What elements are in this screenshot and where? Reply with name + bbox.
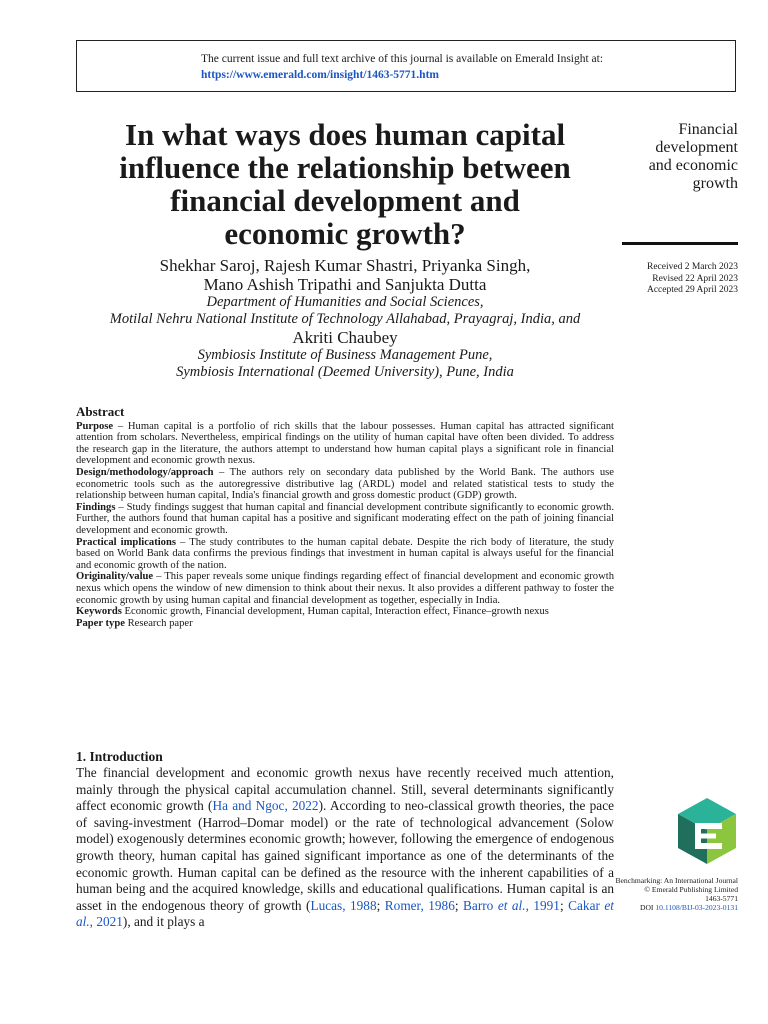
journal-notice-box <box>76 40 736 92</box>
paper-title <box>72 118 618 250</box>
affiliation: Motilal Nehru National Institute of Technology Allahabad, Prayagraj, India, and <box>109 311 581 327</box>
journal-archive-link[interactable]: https://www.emerald.com/insight/1463-5771.htm <box>201 69 439 81</box>
introduction-paragraph <box>76 765 614 931</box>
purpose-label: Purpose <box>76 420 114 432</box>
keywords-text: Economic growth, Financial development, Human capital, Interaction effect, Finance–growth nexus <box>121 606 549 618</box>
abstract-design <box>76 467 614 502</box>
received-date: Received 2 March 2023 <box>646 262 738 272</box>
affiliation: Symbiosis Institute of Business Management Pune, <box>197 347 493 363</box>
paper-type-label: Paper type <box>76 617 125 629</box>
running-title <box>600 121 738 193</box>
abstract-findings <box>76 502 614 537</box>
citation-author: Cakar <box>568 897 605 913</box>
citation-link[interactable] <box>463 898 560 913</box>
author-block <box>60 256 630 381</box>
revised-date: Revised 22 April 2023 <box>652 273 738 284</box>
citation-link[interactable]: Ha and Ngoc, 2022 <box>212 798 319 814</box>
publisher: © Emerald Publishing Limited <box>644 885 738 894</box>
intro-text: ), and it plays a <box>122 914 205 930</box>
author-names: Mano Ashish Tripathi and Sanjukta Dutta <box>203 275 487 294</box>
intro-text: ). According to neo-classical growth theories, the pace of saving-investment (Harrod–Domar model) or the rate of technological advancement (Solow model) exogenously determines economic growth; however, following the emergence of endogenous growth theory, human capital has gained significant importance as one of the determinants of the economic growth. Human capital can be defined as the resource with the inherent capabilities of a human being and the acquired knowledge, skills and educational qualifications. Human capital is an asset in the endogenous theory of growth ( <box>76 798 614 913</box>
abstract-practical <box>76 537 614 572</box>
abstract-originality <box>76 571 614 606</box>
separator: ; <box>559 897 569 913</box>
notice-text: The current issue and full text archive of this journal is available on Emerald Insight at: <box>201 53 604 65</box>
running-title-line: and economic <box>648 157 738 174</box>
citation-author: Barro <box>463 897 498 913</box>
doi-line <box>600 903 738 912</box>
running-title-line: development <box>655 139 738 156</box>
intro-text: The financial development and economic growth nexus have recently received much attention, mainly through the physical capital accumulation channel. Still, several determinants significantly affect economic growth ( <box>76 765 614 814</box>
side-divider <box>622 242 738 245</box>
paper-type <box>76 618 614 630</box>
journal-info <box>600 876 738 912</box>
title-line: economic growth? <box>224 216 466 251</box>
doi-link[interactable]: 10.1108/BIJ-03-2023-0131 <box>655 903 738 912</box>
author-names: Akriti Chaubey <box>292 328 398 347</box>
originality-label: Originality/value <box>76 571 154 583</box>
keywords-label: Keywords <box>76 606 122 618</box>
accepted-date: Accepted 29 April 2023 <box>646 285 738 295</box>
design-label: Design/methodology/approach <box>76 466 214 478</box>
affiliation: Department of Humanities and Social Sciences, <box>206 294 484 310</box>
keywords <box>76 606 614 618</box>
citation-etal: et al. <box>76 897 614 930</box>
doi-label: DOI <box>639 903 656 912</box>
emerald-logo-icon <box>676 796 738 866</box>
abstract-heading: Abstract <box>76 404 125 419</box>
title-line: In what ways does human capital <box>124 117 566 152</box>
introduction-section <box>76 749 614 931</box>
abstract-section <box>76 406 614 629</box>
affiliation: Symbiosis International (Deemed University), Pune, India <box>176 364 514 380</box>
running-title-line: Financial <box>678 121 738 138</box>
citation-year: , 1991 <box>525 897 560 913</box>
citation-year: , 2021 <box>89 914 123 930</box>
purpose-text: – Human capital is a portfolio of rich skills that the labour possesses. Human capital has attracted significant attention from scholars. Nevertheless, empirical findings on the utility of human capital have often been divided. To address the research gap in the literature, the authors attempt to understand how human capital plays a significant role in financial development and economic growth nexus. <box>76 420 614 467</box>
issn: 1463-5771 <box>705 894 738 903</box>
citation-etal: et al. <box>497 897 526 913</box>
journal-name: Benchmarking: An International Journal <box>615 876 738 885</box>
findings-text: – Study findings suggest that human capital and financial development contribute significantly to economic growth. Further, the authors found that human capital has a positive and significant moderating effect on the path of joining financial development and economic growth. <box>76 501 614 536</box>
design-text: – The authors rely on secondary data published by the World Bank. The authors use econometric tools such as the autoregressive distributive lag (ARDL) model and related statistical tests to study the relationship between human capital, India's financial growth and gross domestic product (GDP) growth. <box>76 466 614 502</box>
title-line: financial development and <box>170 183 520 218</box>
introduction-heading: 1. Introduction <box>76 749 163 764</box>
separator: ; <box>454 897 464 913</box>
abstract-purpose <box>76 421 614 467</box>
findings-label: Findings <box>76 501 116 513</box>
originality-text: – This paper reveals some unique findings regarding effect of financial development and economic growth nexus which opens the window of new dimension to think about their nexus. It also provides a different pathway to foster the economic growth by using human capital and financial development as together, especially in India. <box>76 571 614 606</box>
title-line: influence the relationship between <box>119 150 571 185</box>
citation-link[interactable]: Lucas, 1988 <box>310 897 377 913</box>
practical-text: – The study contributes to the human capital debate. Despite the rich body of literature, the study based on World Bank data confirms the previous findings that investment in human capital is always useful for the financial and economic growth of the nation. <box>76 536 615 571</box>
author-names: Shekhar Saroj, Rajesh Kumar Shastri, Priyanka Singh, <box>159 256 531 275</box>
separator: ; <box>376 897 385 913</box>
practical-label: Practical implications <box>76 536 176 548</box>
citation-link[interactable]: Romer, 1986 <box>384 897 455 913</box>
paper-type-text: Research paper <box>124 617 193 629</box>
running-title-line: growth <box>692 175 738 192</box>
